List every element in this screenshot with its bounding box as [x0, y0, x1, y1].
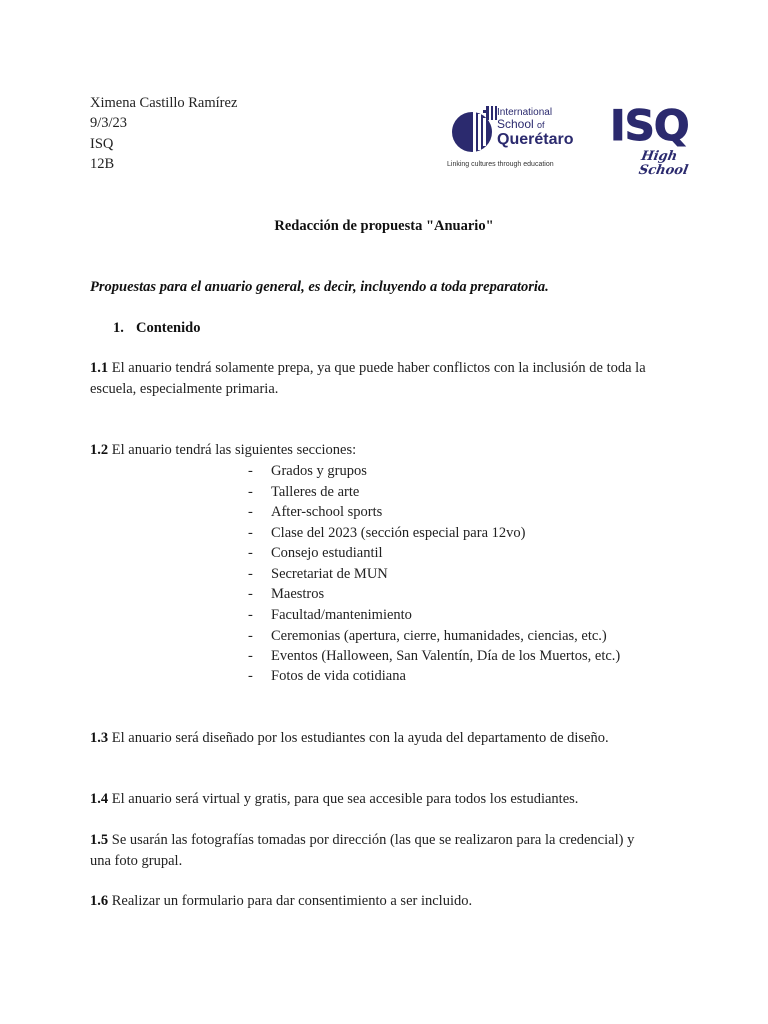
list-item: Secretariat de MUN: [271, 566, 388, 582]
list-bullet: -: [248, 586, 253, 602]
list-item: Fotos de vida cotidiana: [271, 668, 406, 684]
list-item: Grados y grupos: [271, 463, 367, 479]
point-1-2-text: El anuario tendrá las siguientes secciones:: [111, 442, 357, 458]
point-1-2: [90, 440, 356, 460]
high-school-logo: [598, 100, 718, 180]
point-1-6: [90, 891, 472, 911]
point-1-1-number: 1.1: [90, 360, 109, 376]
logo-line-school: [497, 118, 545, 132]
list-item: Ceremonias (apertura, cierre, humanidades, ciencias, etc.): [271, 628, 607, 644]
hs-logo-subtitle: High School: [637, 149, 690, 178]
point-1-3-number: 1.3: [90, 730, 109, 746]
list-item: After-school sports: [271, 504, 383, 520]
list-bullet: -: [248, 607, 253, 623]
logo-line-queretaro: Querétaro: [497, 131, 574, 148]
point-1-3-text: El anuario será diseñado por los estudiantes con la ayuda del departamento de diseño.: [111, 730, 609, 746]
logo-tagline: Linking cultures through education: [447, 161, 554, 168]
point-1-4-number: 1.4: [90, 791, 109, 807]
point-1-2-number: 1.2: [90, 442, 109, 458]
point-1-5-continued: una foto grupal.: [90, 853, 183, 869]
school-logo: [447, 104, 574, 176]
logo-line-school-word: School: [497, 117, 534, 131]
point-1-4-text: El anuario será virtual y gratis, para que sea accesible para todos los estudiantes.: [111, 791, 579, 807]
list-item: Consejo estudiantil: [271, 545, 383, 561]
logo-line-international: International: [497, 107, 553, 118]
list-bullet: -: [248, 668, 253, 684]
point-1-6-text: Realizar un formulario para dar consentimiento a ser incluido.: [111, 893, 473, 909]
list-bullet: -: [248, 484, 253, 500]
list-bullet: -: [248, 504, 253, 520]
hs-logo-letters: ISQ: [610, 101, 689, 150]
list-item: Talleres de arte: [271, 484, 360, 500]
section-heading: Contenido: [136, 320, 201, 336]
grade-group: 12B: [90, 156, 115, 172]
point-1-3: [90, 728, 609, 748]
list-bullet: -: [248, 648, 253, 664]
document-title: Redacción de propuesta "Anuario": [274, 218, 494, 234]
point-1-1: [90, 358, 646, 378]
list-item: Maestros: [271, 586, 325, 602]
point-1-6-number: 1.6: [90, 893, 109, 909]
list-bullet: -: [248, 545, 253, 561]
school-abbrev: ISQ: [90, 136, 114, 152]
list-item: Facultad/mantenimiento: [271, 607, 412, 623]
point-1-1-text: El anuario tendrá solamente prepa, ya que puede haber conflictos con la inclusión de toda la: [111, 360, 646, 376]
author-name: Ximena Castillo Ramírez: [90, 95, 238, 111]
point-1-1-continued: escuela, especialmente primaria.: [90, 381, 279, 397]
point-1-5-number: 1.5: [90, 832, 109, 848]
list-bullet: -: [248, 628, 253, 644]
logo-line-of: of: [537, 120, 545, 130]
document-date: 9/3/23: [90, 115, 128, 131]
list-item: Clase del 2023 (sección especial para 12vo): [271, 525, 526, 541]
list-item: Eventos (Halloween, San Valentín, Día de los Muertos, etc.): [271, 648, 621, 664]
point-1-5-text: Se usarán las fotografías tomadas por dirección (las que se realizaron para la credencial) y: [111, 832, 635, 848]
point-1-4: [90, 789, 578, 809]
point-1-5: [90, 830, 634, 850]
section-number: 1.: [113, 320, 124, 336]
list-bullet: -: [248, 463, 253, 479]
list-bullet: -: [248, 566, 253, 582]
list-bullet: -: [248, 525, 253, 541]
document-subtitle: Propuestas para el anuario general, es decir, incluyendo a toda preparatoria.: [90, 279, 549, 295]
